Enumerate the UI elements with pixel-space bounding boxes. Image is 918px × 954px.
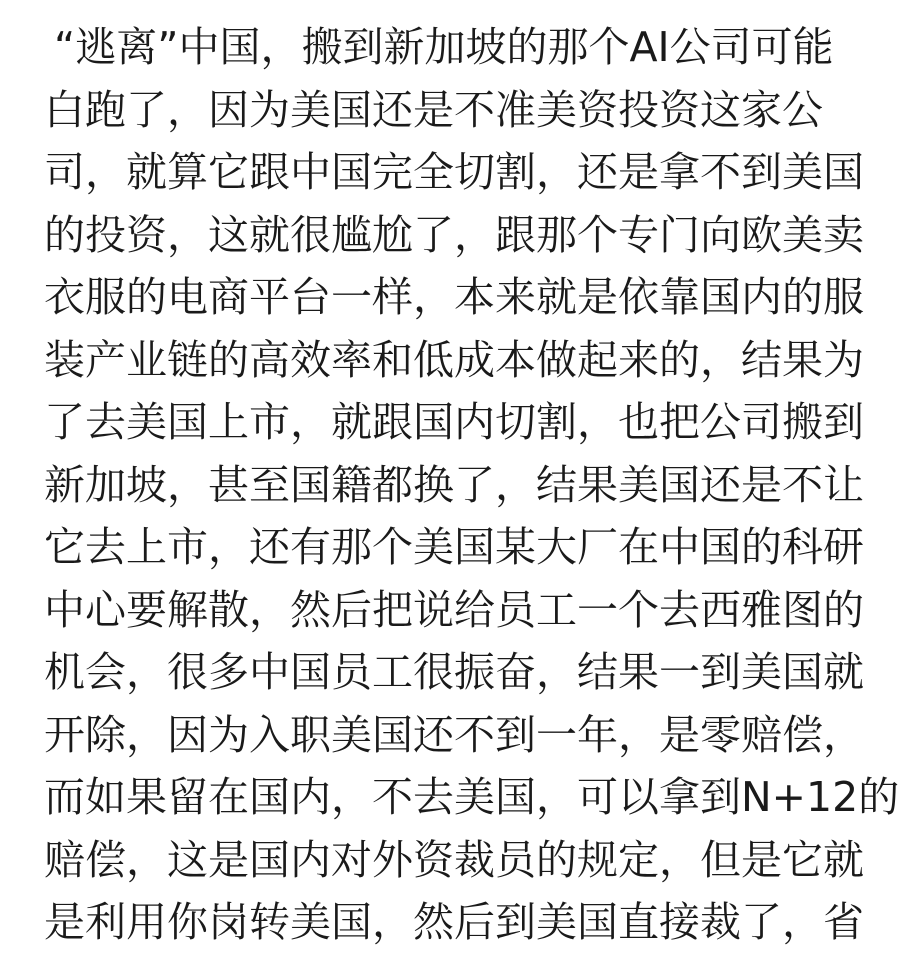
article-line: 机会，很多中国员工很振奋，结果一到美国就 [44,648,864,696]
article-line: 它去上市，还有那个美国某大厂在中国的科研 [44,523,864,571]
article-line: 中心要解散，然后把说给员工一个去西雅图的 [44,585,864,634]
article-line: 开除，因为入职美国还不到一年，是零赔偿， [44,710,864,759]
article-body [44,16,904,954]
article-line: 白跑了，因为美国还是不准美资投资这家公 [44,85,823,134]
article-line: 新加坡，甚至国籍都换了，结果美国还是不让 [44,460,864,509]
article-line: 而如果留在国内，不去美国，可以拿到N+12的 [44,773,900,821]
article-line: 的投资，这就很尴尬了，跟那个专门向欧美卖 [44,210,864,259]
article-line: 衣服的电商平台一样，本来就是依靠国内的服 [44,273,864,321]
article-line: 了去美国上市，就跟国内切割，也把公司搬到 [44,398,864,446]
article-line: “逃离”中国，搬到新加坡的那个AI公司可能 [54,23,834,71]
article-line: 是利用你岗转美国，然后到美国直接裁了，省 [44,898,864,946]
article-line: 司，就算它跟中国完全切割，还是拿不到美国 [44,148,864,196]
article-line: 装产业链的高效率和低成本做起来的，结果为 [44,335,864,384]
article-line: 赔偿，这是国内对外资裁员的规定，但是它就 [44,835,864,884]
